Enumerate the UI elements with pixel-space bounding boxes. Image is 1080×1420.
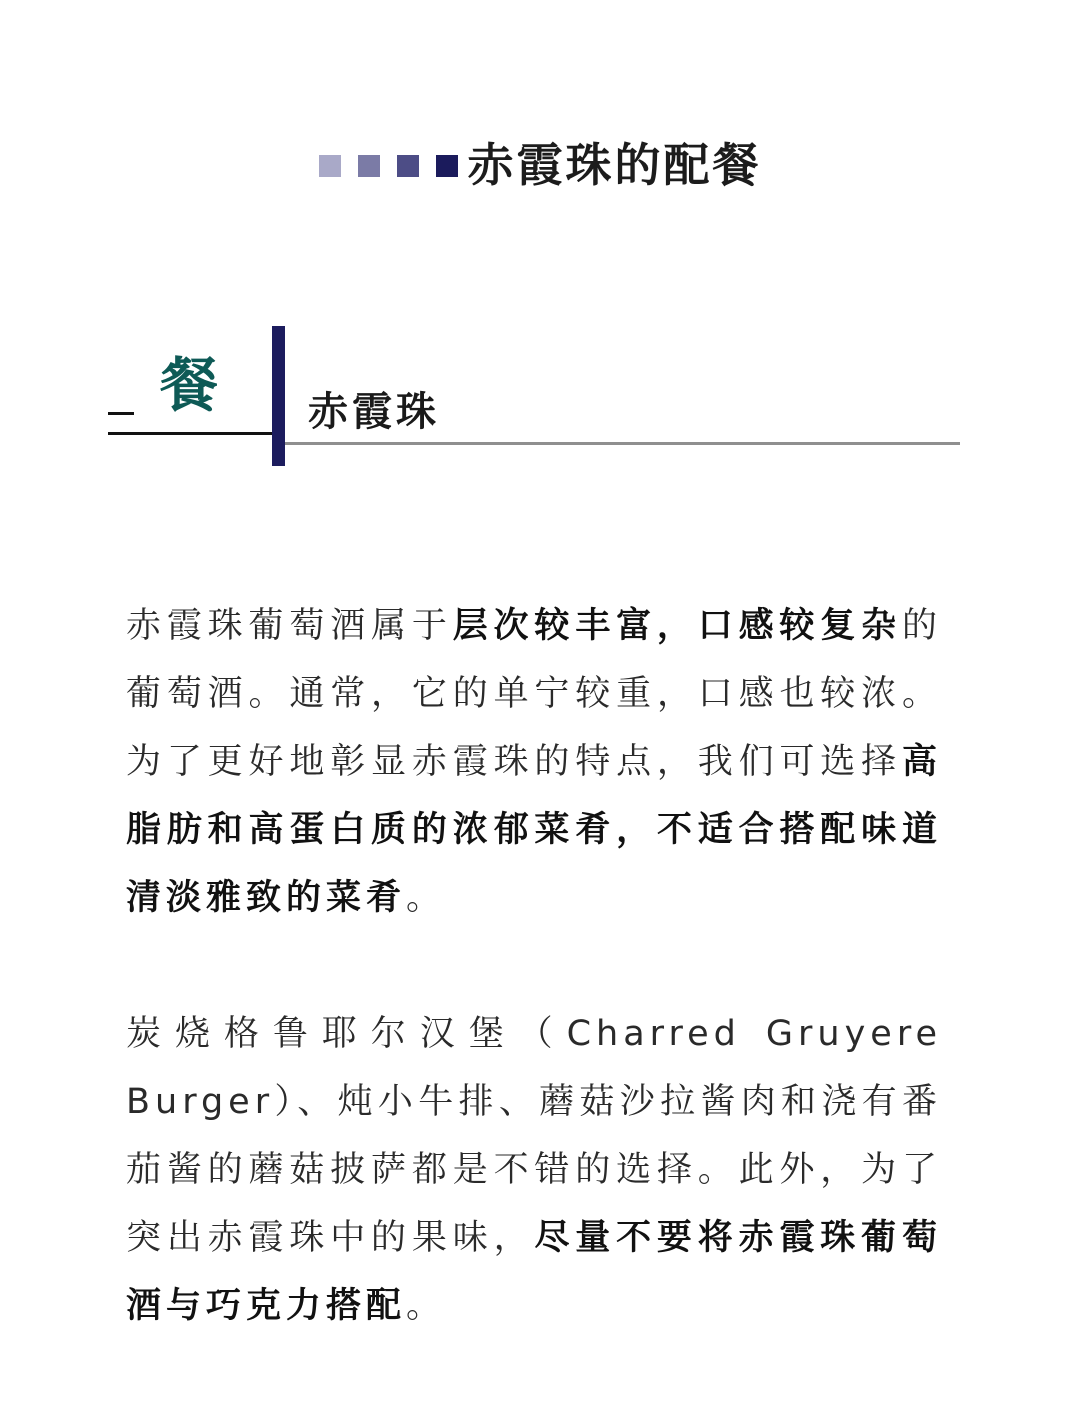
page-title: 赤霞珠的配餐 bbox=[467, 138, 762, 192]
section-underline-left bbox=[108, 432, 274, 435]
section-name: 赤霞珠 bbox=[308, 389, 440, 435]
decor-square-3 bbox=[397, 155, 419, 177]
decor-square-4 bbox=[436, 155, 458, 177]
section-tick bbox=[108, 412, 134, 415]
decor-square-1 bbox=[319, 155, 341, 177]
p1-text-3: 。 bbox=[406, 878, 447, 918]
section-divider-bar bbox=[272, 326, 285, 466]
section-char: 餐 bbox=[160, 351, 219, 419]
p1-bold-2: 高脂肪和高蛋白质的浓郁菜肴，不适合搭配味道清淡雅致的菜肴 bbox=[126, 742, 942, 918]
paragraph-pairing-examples bbox=[126, 1000, 942, 1340]
p1-text-1: 赤霞珠葡萄酒属于 bbox=[126, 606, 453, 646]
title-decoration bbox=[319, 155, 462, 177]
p2-text-1: 炭烧格鲁耶尔汉堡（Charred Gruyere Burger）、炖小牛排、蘑菇沙拉酱肉和浇有番茄酱的蘑菇披萨都是不错的选择。此外，为了突出赤霞珠中的果味， bbox=[126, 1014, 942, 1258]
p2-text-2: 。 bbox=[406, 1286, 447, 1326]
title-row bbox=[0, 130, 1080, 194]
p1-bold-1: 层次较丰富，口感较复杂 bbox=[452, 606, 902, 646]
section-underline-right bbox=[285, 442, 960, 445]
p1-text-2: 的葡萄酒。通常，它的单宁较重，口感也较浓。为了更好地彰显赤霞珠的特点，我们可选择 bbox=[126, 606, 942, 782]
decor-square-2 bbox=[358, 155, 380, 177]
p2-bold-1: 尽量不要将赤霞珠葡萄酒与巧克力搭配 bbox=[126, 1218, 942, 1326]
paragraph-pairing-intro bbox=[126, 592, 942, 932]
